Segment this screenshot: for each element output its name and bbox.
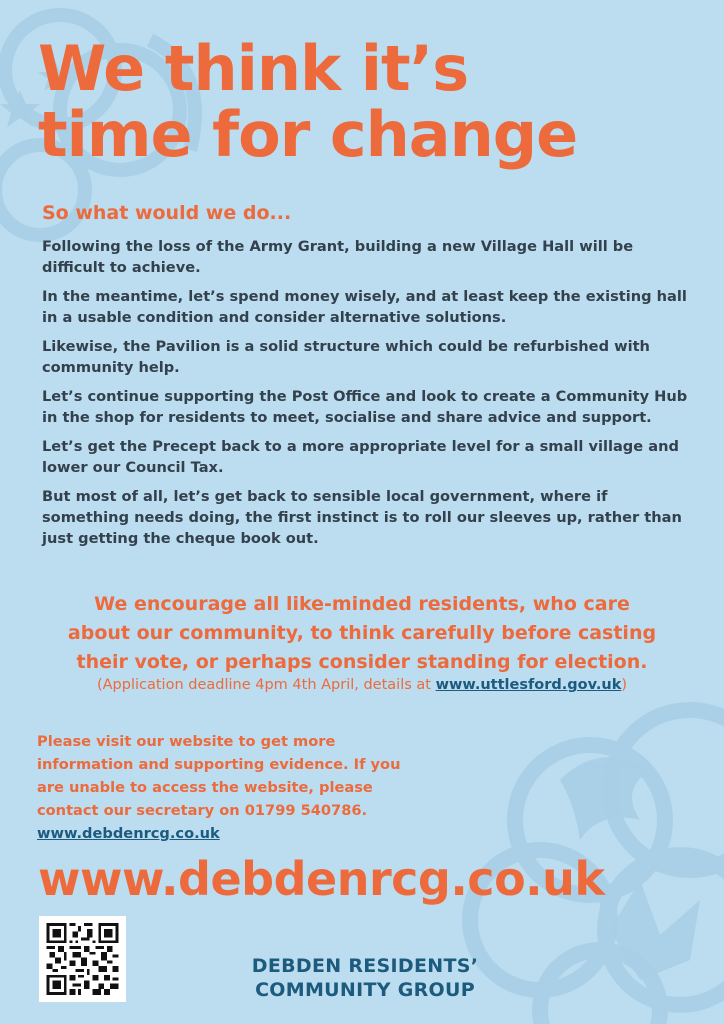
call-to-action-line-1: We encourage all like-minded residents, who care — [94, 593, 630, 615]
visit-line-1: Please visit our website to get more — [37, 733, 336, 750]
paragraph-spend-wisely: In the meantime, let’s spend money wisely, and at least keep the existing hall in a usable condition and consider alternative solutions. — [42, 288, 687, 326]
call-to-action-line-3: their vote, or perhaps consider standing for election. — [76, 651, 648, 673]
group-name-residents: RESIDENTS’ — [341, 955, 479, 977]
visit-line-2: information and supporting evidence. If you — [37, 756, 401, 773]
paragraph-pavilion: Likewise, the Pavilion is a solid structure which could be refurbished with community help. — [42, 338, 650, 376]
application-deadline — [20, 677, 704, 693]
deadline-suffix: ) — [621, 677, 628, 693]
visit-line-3: are unable to access the website, please — [37, 779, 373, 796]
paragraph-local-government: But most of all, let’s get back to sensible local government, where if something needs doing, the first instinct is to roll our sleeves up, rather than just getting the cheque book out. — [42, 488, 682, 547]
headline-line-2: time for change — [38, 98, 578, 171]
deadline-prefix: (Application deadline 4pm 4th April, details at — [96, 677, 436, 693]
paragraph-precept: Let’s get the Precept back to a more appropriate level for a small village and lower our Council Tax. — [42, 438, 679, 476]
visit-line-4: contact our secretary on 01799 540786. — [37, 802, 368, 819]
group-logo-text — [210, 954, 520, 1002]
visit-website-note — [37, 730, 447, 845]
website-link[interactable]: www.debdenrcg.co.uk — [37, 825, 220, 842]
paragraph-post-office: Let’s continue supporting the Post Office and look to create a Community Hub in the shop for residents to meet, socialise and share advice and support. — [42, 388, 688, 426]
paragraph-army-grant: Following the loss of the Army Grant, building a new Village Hall will be difficult to achieve. — [42, 238, 634, 276]
group-name-community-group: COMMUNITY GROUP — [255, 979, 475, 1001]
qr-code[interactable] — [39, 916, 126, 1002]
subheading: So what would we do... — [42, 202, 292, 224]
group-name-debden: DEBDEN — [251, 955, 342, 977]
call-to-action-line-2: about our community, to think carefully before casting — [67, 622, 657, 644]
body-text — [42, 236, 692, 557]
big-website-url[interactable]: www.debdenrcg.co.uk — [38, 852, 605, 906]
headline — [38, 32, 698, 171]
call-to-action — [20, 590, 704, 677]
qr-code-icon — [46, 923, 119, 995]
headline-line-1: We think it’s — [38, 32, 469, 105]
uttlesford-link[interactable]: www.uttlesford.gov.uk — [435, 677, 622, 693]
